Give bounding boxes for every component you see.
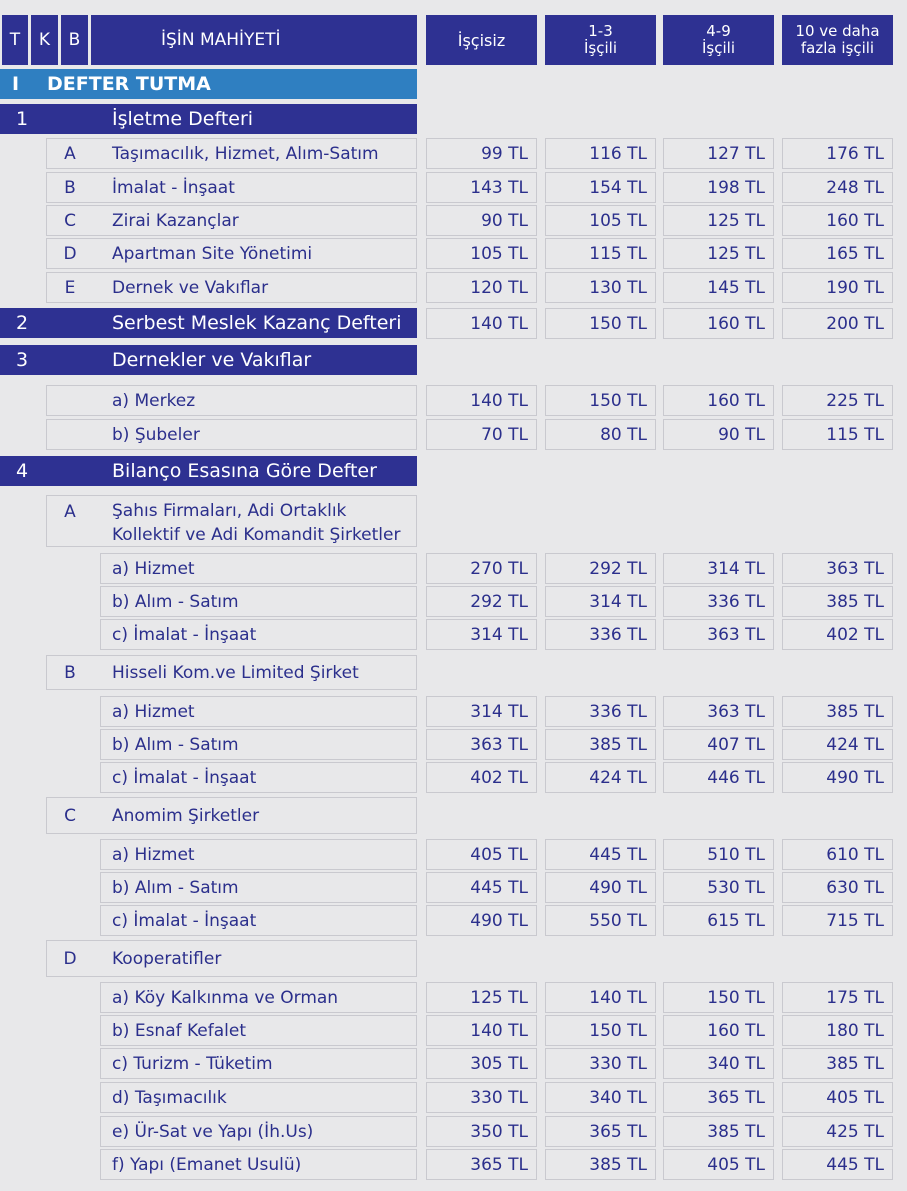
price-cell: 424 TL [782, 729, 893, 760]
list-item [46, 272, 417, 303]
list-item [46, 385, 417, 416]
price-cell: 198 TL [663, 172, 774, 203]
list-item [100, 982, 417, 1013]
price-cell: 340 TL [663, 1048, 774, 1079]
price-cell: 105 TL [426, 238, 537, 269]
list-item [100, 619, 417, 650]
row-label: Apartman Site Yönetimi [112, 243, 313, 264]
price-cell: 115 TL [545, 238, 656, 269]
header-k: K [31, 15, 58, 65]
price-cell: 385 TL [782, 586, 893, 617]
section-3-title: Dernekler ve Vakıflar [112, 349, 312, 371]
row-label: a) Hizmet [112, 558, 195, 579]
price-cell: 407 TL [663, 729, 774, 760]
row-letter: E [64, 277, 76, 298]
list-item [100, 905, 417, 936]
row-label: Dernek ve Vakıflar [112, 277, 269, 298]
price-cell: 125 TL [663, 238, 774, 269]
price-cell: 120 TL [426, 272, 537, 303]
subsection-label: Anomim Şirketler [112, 805, 260, 826]
price-cell: 424 TL [545, 762, 656, 793]
price-cell: 490 TL [426, 905, 537, 936]
price-cell: 305 TL [426, 1048, 537, 1079]
section-1-title: İşletme Defteri [112, 108, 254, 130]
row-label: c) İmalat - İnşaat [112, 624, 257, 645]
price-cell: 125 TL [663, 205, 774, 236]
price-cell: 363 TL [426, 729, 537, 760]
subsection-letter: D [63, 948, 77, 969]
price-cell: 125 TL [426, 982, 537, 1013]
list-item [100, 696, 417, 727]
list-item [100, 872, 417, 903]
header-title: İŞİN MAHİYETİ [91, 15, 417, 65]
price-cell: 446 TL [663, 762, 774, 793]
price-cell: 105 TL [545, 205, 656, 236]
price-cell: 90 TL [663, 419, 774, 450]
price-cell: 405 TL [782, 1082, 893, 1113]
price-cell: 225 TL [782, 385, 893, 416]
price-cell: 402 TL [426, 762, 537, 793]
price-cell: 160 TL [663, 308, 774, 339]
header-col-10plus [782, 15, 893, 65]
section-1-bar [0, 104, 417, 134]
price-cell: 314 TL [663, 553, 774, 584]
price-cell: 314 TL [426, 619, 537, 650]
subsection-c [46, 797, 417, 834]
price-cell: 363 TL [663, 696, 774, 727]
list-item [100, 1149, 417, 1180]
price-cell: 330 TL [426, 1082, 537, 1113]
price-cell: 445 TL [545, 839, 656, 870]
header-t: T [2, 15, 28, 65]
price-cell: 365 TL [663, 1082, 774, 1113]
header-col-1-3-line2: İşçili [584, 39, 617, 57]
price-cell: 314 TL [545, 586, 656, 617]
row-letter: B [64, 177, 76, 198]
price-cell: 363 TL [782, 553, 893, 584]
list-item [100, 553, 417, 584]
header-col-1-3 [545, 15, 656, 65]
row-label: d) Taşımacılık [112, 1087, 227, 1108]
section-2-num: 2 [16, 312, 29, 334]
price-cell: 405 TL [663, 1149, 774, 1180]
price-cell: 150 TL [545, 308, 656, 339]
row-label: a) Köy Kalkınma ve Orman [112, 987, 339, 1008]
header-col-4-9-line1: 4-9 [706, 22, 731, 40]
section-1-num: 1 [16, 108, 29, 130]
row-label: a) Hizmet [112, 844, 195, 865]
row-label: b) Alım - Satım [112, 591, 239, 612]
section-2-title: Serbest Meslek Kazanç Defteri [112, 312, 402, 334]
row-letter: A [64, 143, 76, 164]
price-cell: 385 TL [663, 1116, 774, 1147]
price-cell: 292 TL [545, 553, 656, 584]
subsection-b [46, 655, 417, 690]
price-cell: 143 TL [426, 172, 537, 203]
price-cell: 550 TL [545, 905, 656, 936]
price-cell: 385 TL [782, 696, 893, 727]
list-item [100, 1015, 417, 1046]
price-cell: 160 TL [782, 205, 893, 236]
header-col-10plus-line1: 10 ve daha [795, 22, 880, 40]
price-cell: 154 TL [545, 172, 656, 203]
price-cell: 80 TL [545, 419, 656, 450]
price-cell: 70 TL [426, 419, 537, 450]
section-i-title: DEFTER TUTMA [47, 73, 211, 95]
list-item [100, 586, 417, 617]
section-i-num: I [12, 73, 20, 95]
price-cell: 425 TL [782, 1116, 893, 1147]
section-i-bar [0, 69, 417, 99]
row-label: b) Esnaf Kefalet [112, 1020, 247, 1041]
row-label: e) Ür-Sat ve Yapı (İh.Us) [112, 1121, 314, 1142]
list-item [100, 839, 417, 870]
subsection-d [46, 940, 417, 977]
row-label: b) Alım - Satım [112, 877, 239, 898]
price-cell: 116 TL [545, 138, 656, 169]
row-label: c) İmalat - İnşaat [112, 910, 257, 931]
price-cell: 610 TL [782, 839, 893, 870]
price-cell: 130 TL [545, 272, 656, 303]
list-item [100, 729, 417, 760]
header-col-iscisiz: İşçisiz [426, 15, 537, 65]
price-cell: 150 TL [545, 385, 656, 416]
price-cell: 140 TL [426, 385, 537, 416]
price-cell: 292 TL [426, 586, 537, 617]
price-cell: 615 TL [663, 905, 774, 936]
row-label: Zirai Kazançlar [112, 210, 239, 231]
row-label: c) İmalat - İnşaat [112, 767, 257, 788]
price-cell: 330 TL [545, 1048, 656, 1079]
price-cell: 385 TL [545, 729, 656, 760]
price-cell: 115 TL [782, 419, 893, 450]
subsection-label: Kooperatifler [112, 948, 222, 969]
subsection-label: Hisseli Kom.ve Limited Şirket [112, 662, 359, 683]
header-col-4-9 [663, 15, 774, 65]
row-letter: C [64, 210, 76, 231]
list-item [46, 138, 417, 169]
price-cell: 350 TL [426, 1116, 537, 1147]
subsection-letter: B [64, 662, 76, 683]
price-cell: 630 TL [782, 872, 893, 903]
price-cell: 145 TL [663, 272, 774, 303]
section-4-num: 4 [16, 460, 29, 482]
row-label: Taşımacılık, Hizmet, Alım-Satım [112, 143, 379, 164]
price-cell: 175 TL [782, 982, 893, 1013]
price-cell: 385 TL [782, 1048, 893, 1079]
price-cell: 180 TL [782, 1015, 893, 1046]
price-cell: 365 TL [426, 1149, 537, 1180]
price-cell: 165 TL [782, 238, 893, 269]
price-cell: 140 TL [426, 308, 537, 339]
header-b: B [61, 15, 88, 65]
price-cell: 160 TL [663, 1015, 774, 1046]
price-cell: 140 TL [426, 1015, 537, 1046]
list-item [46, 238, 417, 269]
price-cell: 405 TL [426, 839, 537, 870]
list-item [100, 1082, 417, 1113]
row-label: b) Alım - Satım [112, 734, 239, 755]
list-item [100, 1116, 417, 1147]
row-label: a) Hizmet [112, 701, 195, 722]
price-cell: 363 TL [663, 619, 774, 650]
price-cell: 445 TL [782, 1149, 893, 1180]
header-col-10plus-line2: fazla işçili [800, 39, 875, 57]
price-cell: 150 TL [663, 982, 774, 1013]
section-3-num: 3 [16, 349, 29, 371]
header-col-4-9-line2: İşçili [702, 39, 735, 57]
header-col-1-3-line1: 1-3 [588, 22, 613, 40]
price-cell: 336 TL [545, 619, 656, 650]
section-3-bar [0, 345, 417, 375]
price-cell: 176 TL [782, 138, 893, 169]
list-item [46, 419, 417, 450]
row-label: f) Yapı (Emanet Usulü) [112, 1154, 302, 1175]
price-cell: 530 TL [663, 872, 774, 903]
row-label: b) Şubeler [112, 424, 200, 445]
price-cell: 490 TL [545, 872, 656, 903]
price-cell: 200 TL [782, 308, 893, 339]
subsection-label-line2: Kollektif ve Adi Komandit Şirketler [112, 525, 401, 545]
section-4-bar [0, 456, 417, 486]
price-cell: 270 TL [426, 553, 537, 584]
row-label: a) Merkez [112, 390, 196, 411]
price-cell: 340 TL [545, 1082, 656, 1113]
price-cell: 385 TL [545, 1149, 656, 1180]
row-label: İmalat - İnşaat [112, 177, 235, 198]
price-cell: 99 TL [426, 138, 537, 169]
section-4-title: Bilanço Esasına Göre Defter [112, 460, 377, 482]
subsection-a [46, 495, 417, 547]
price-cell: 190 TL [782, 272, 893, 303]
price-cell: 445 TL [426, 872, 537, 903]
list-item [46, 205, 417, 236]
row-letter: D [63, 243, 77, 264]
row-label: c) Turizm - Tüketim [112, 1053, 273, 1074]
subsection-label-line1: Şahıs Firmaları, Adi Ortaklık [112, 501, 347, 521]
price-cell: 140 TL [545, 982, 656, 1013]
price-cell: 90 TL [426, 205, 537, 236]
price-cell: 160 TL [663, 385, 774, 416]
price-cell: 490 TL [782, 762, 893, 793]
price-cell: 150 TL [545, 1015, 656, 1046]
price-cell: 510 TL [663, 839, 774, 870]
section-2-bar [0, 308, 417, 338]
subsection-letter: C [64, 805, 76, 826]
price-cell: 336 TL [545, 696, 656, 727]
price-cell: 127 TL [663, 138, 774, 169]
price-cell: 365 TL [545, 1116, 656, 1147]
price-cell: 336 TL [663, 586, 774, 617]
price-cell: 402 TL [782, 619, 893, 650]
subsection-letter: A [64, 502, 76, 522]
price-cell: 314 TL [426, 696, 537, 727]
list-item [46, 172, 417, 203]
list-item [100, 1048, 417, 1079]
price-cell: 715 TL [782, 905, 893, 936]
list-item [100, 762, 417, 793]
price-cell: 248 TL [782, 172, 893, 203]
